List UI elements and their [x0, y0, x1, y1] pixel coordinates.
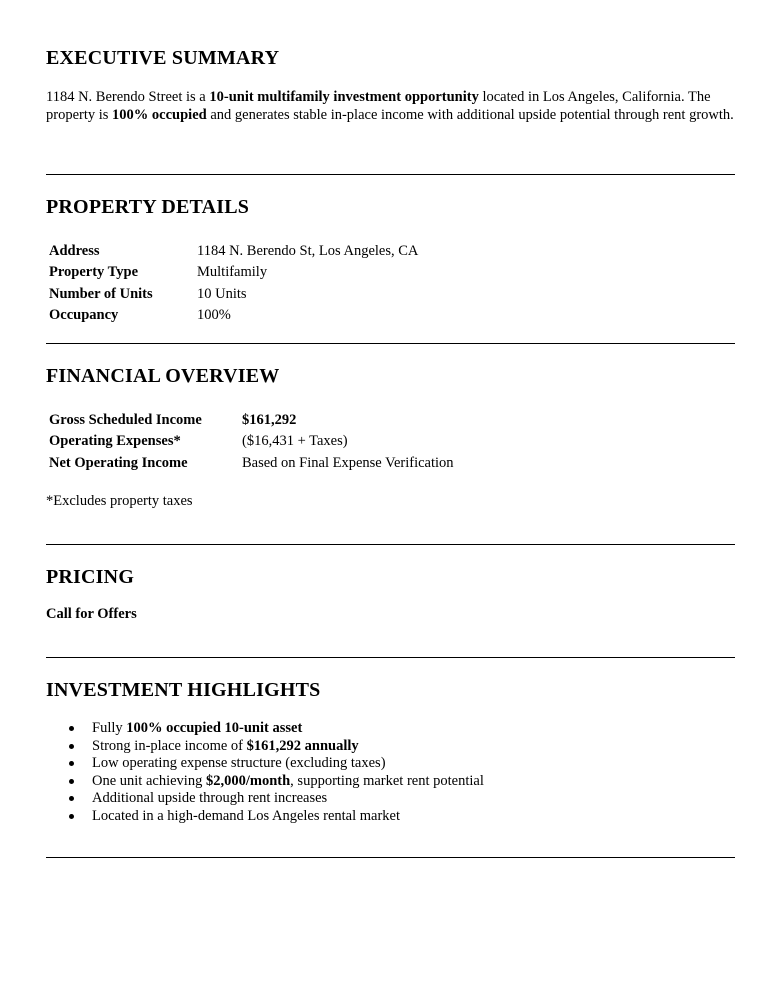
- detail-label: Address: [49, 242, 100, 259]
- detail-value: 1184 N. Berendo St, Los Angeles, CA: [197, 242, 419, 259]
- list-item: [46, 754, 735, 772]
- financial-label: Gross Scheduled Income: [49, 411, 202, 428]
- summary-text: located in Los Angeles, California. The property is: [46, 89, 711, 123]
- financial-label: Net Operating Income: [49, 454, 188, 471]
- highlight-text: Located in a high-demand Los Angeles rental market: [92, 807, 401, 824]
- pricing-text: Call for Offers: [46, 606, 137, 622]
- list-item: [46, 807, 735, 825]
- financial-overview-table: [46, 409, 454, 474]
- investment-highlights-heading: INVESTMENT HIGHLIGHTS: [46, 679, 321, 701]
- list-item: [46, 737, 735, 755]
- bullet-icon: [69, 761, 74, 766]
- financial-value-gross-income: $161,292: [242, 411, 297, 428]
- financial-value-noi: Based on Final Expense Verification: [242, 454, 454, 471]
- list-item: [46, 772, 735, 790]
- table-row: [46, 240, 418, 262]
- detail-label: Occupancy: [49, 307, 119, 324]
- detail-value: Multifamily: [197, 264, 268, 281]
- highlights-list: [46, 719, 735, 825]
- summary-bold-opportunity: 10-unit multifamily investment opportunity: [209, 89, 479, 105]
- table-row: [46, 431, 454, 453]
- highlight-text: Strong in-place income of: [92, 737, 247, 754]
- bullet-icon: [69, 744, 74, 749]
- highlight-text: , supporting market rent potential: [290, 772, 484, 789]
- property-details-table: [46, 240, 418, 326]
- list-item: [46, 719, 735, 737]
- summary-text: and generates stable in-place income with additional upside potential through rent growth.: [206, 107, 734, 123]
- bullet-icon: [69, 779, 74, 784]
- highlight-text: Additional upside through rent increases: [92, 790, 328, 807]
- section-divider: [46, 544, 735, 545]
- bullet-icon: [69, 796, 74, 801]
- pricing-heading: PRICING: [46, 566, 135, 588]
- section-divider: [46, 657, 735, 658]
- table-row: [46, 305, 418, 327]
- detail-label: Property Type: [49, 264, 139, 281]
- highlight-bold: 100% occupied 10-unit asset: [126, 720, 303, 736]
- detail-label: Number of Units: [49, 285, 153, 302]
- table-row: [46, 409, 454, 431]
- property-details-heading: PROPERTY DETAILS: [46, 196, 250, 218]
- financial-overview-heading: FINANCIAL OVERVIEW: [46, 365, 280, 387]
- highlight-text: Low operating expense structure (excluding taxes): [92, 755, 386, 772]
- highlight-bold: $2,000/month: [205, 772, 291, 789]
- executive-summary-paragraph: [46, 88, 735, 124]
- highlight-text: One unit achieving: [92, 772, 206, 789]
- highlight-text: Fully: [92, 720, 127, 736]
- detail-value: 100%: [197, 307, 231, 324]
- table-row: [46, 283, 418, 305]
- financial-value-expenses: ($16,431 + Taxes): [242, 433, 348, 450]
- financial-label: Operating Expenses*: [49, 433, 181, 450]
- section-divider: [46, 343, 735, 344]
- executive-summary-heading: EXECUTIVE SUMMARY: [46, 47, 280, 69]
- section-divider: [46, 174, 735, 175]
- table-row: [46, 262, 418, 284]
- table-row: [46, 452, 454, 474]
- list-item: [46, 789, 735, 807]
- bullet-icon: [69, 814, 74, 819]
- financial-footnote: *Excludes property taxes: [46, 493, 193, 509]
- detail-value: 10 Units: [197, 285, 247, 302]
- bullet-icon: [69, 726, 74, 731]
- section-divider: [46, 857, 735, 858]
- summary-text: 1184 N. Berendo Street is a: [46, 89, 210, 105]
- highlight-bold: $161,292 annually: [246, 737, 359, 754]
- summary-bold-occupancy: 100% occupied: [112, 107, 207, 123]
